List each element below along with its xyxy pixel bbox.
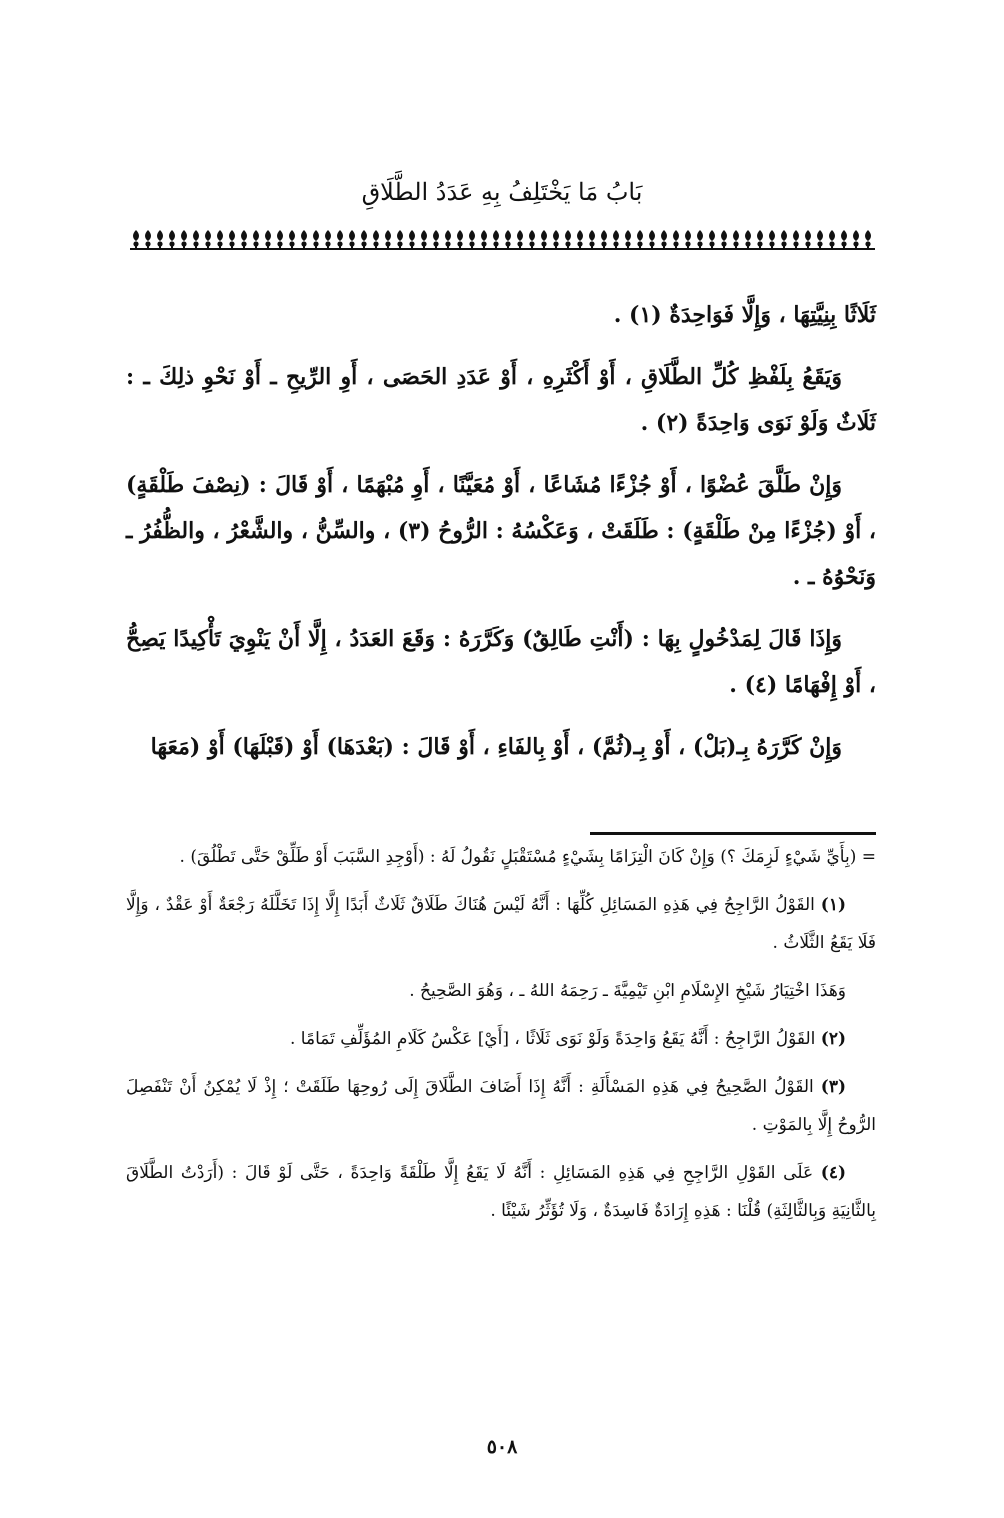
main-body-text <box>126 292 876 786</box>
footnote-separator <box>590 832 876 835</box>
footnote-number: (٢) <box>820 1029 846 1049</box>
footnote-text: القَوْلُ الرَّاجِحُ فِي هَذِهِ المَسَائِلِ كُلِّهَا : أَنَّهُ لَيْسَ هُنَاكَ طَلَاقٌ ثَلَاثٌ أَبَدًا إِلَّا إِذَا تَخَلَّلَهُ رَجْعَةٌ أَوْ عَقْدٌ ، وَإِلَّا فَلَا يَقَعُ الثَّلَاثُ . <box>126 895 876 953</box>
paragraph: وَإِنْ طَلَّقَ عُضْوًا ، أَوْ جُزْءًا مُشَاعًا ، أَوْ مُعَيَّنًا ، أَوِ مُبْهَمًا ، أَوْ قَالَ : (نِصْفَ طَلْقَةٍ) ، أَوْ (جُزْءًا مِنْ طَلْقَةٍ) : طَلَقَتْ ، وَعَكْسُهُ : الرُّوحُ (٣) ، والسِّنُّ ، والشَّعْرُ ، والظُّفُرُ ـ وَنَحْوُهُ ـ . <box>126 472 876 590</box>
footnote-text: وَهَذَا اخْتِيَارُ شَيْخِ الإِسْلَامِ ابْنِ تَيْمِيَّةَ ـ رَحِمَهُ اللهُ ـ ، وَهُوَ الصَّحِيحُ . <box>409 981 846 1001</box>
ornament-pattern <box>130 228 875 250</box>
footnote-item <box>126 1020 876 1058</box>
footnote-continuation: = (بِأَيِّ شَيْءٍ لَزِمَكَ ؟) وَإِنْ كَانَ الْتِزَامًا بِشَيْءٍ مُسْتَقْبَلٍ نَقُولُ لَهُ : (أَوْجِدِ السَّبَبَ أَوْ طَلِّقْ حَتَّى تَطْلُقَ) . <box>179 847 876 867</box>
footnote-number: (٤) <box>820 1163 847 1183</box>
footnote-number: (٣) <box>820 1077 847 1097</box>
page-number: ٥٠٨ <box>486 1436 518 1458</box>
paragraph: وَيَقَعُ بِلَفْظِ كُلِّ الطَّلَاقِ ، أَوْ أَكْثَرِهِ ، أَوْ عَدَدِ الحَصَى ، أَوِ الرِّيحِ ـ أَوْ نَحْوِ ذلِكَ ـ : ثَلَاثٌ وَلَوْ نَوَى وَاحِدَةً (٢) . <box>126 364 876 436</box>
footnote-text: القَوْلُ الصَّحِيحُ فِي هَذِهِ المَسْأَلَةِ : أَنَّهُ إِذَا أَضَافَ الطَّلَاقَ إِلَى رُوحِهَا طَلَقَتْ ؛ إِذْ لَا يُمْكِنُ أَنْ تَنْفَصِلَ الرُّوحُ إِلَّا بِالمَوْتِ . <box>126 1077 876 1135</box>
footnote-item <box>126 1154 876 1230</box>
paragraph: وَإِذَا قَالَ لِمَدْخُولٍ بِهَا : (أَنْتِ طَالِقٌ) وَكَرَّرَهُ : وَقَعَ العَدَدُ ، إِلَّا أَنْ يَنْوِيَ تَأْكِيدًا يَصِحُّ ، أَوْ إِفْهَامًا (٤) . <box>126 626 876 698</box>
footnote-item <box>126 886 876 962</box>
footnotes-section <box>126 838 876 1240</box>
paragraph: وَإِنْ كَرَّرَهُ بِـ(بَلْ) ، أَوْ بِـ(ثُمَّ) ، أَوْ بِالفَاءِ ، أَوْ قَالَ : (بَعْدَهَا) أَوْ (قَبْلَهَا) أَوْ (مَعَهَا <box>150 734 842 760</box>
paragraph: ثَلَاثًا بِنِيَّتِهَا ، وَإِلَّا فَوَاحِدَةٌ (١) . <box>613 302 876 328</box>
footnote-item <box>126 972 876 1010</box>
ornamental-border <box>130 228 875 250</box>
footnote-number: (١) <box>820 895 846 915</box>
footnote-item <box>126 1068 876 1144</box>
footnote-text: عَلَى القَوْلِ الرَّاجِحِ فِي هَذِهِ المَسَائِلِ : أَنَّهُ لَا يَقَعُ إِلَّا طَلْقَةً وَاحِدَةً ، حَتَّى لَوْ قَالَ : (أَرَدْتُ الطَّلَاقَ بِالثَّانِيَةِ وَبِالثَّالِثَةِ) قُلْنَا : هَذِهِ إِرَادَةٌ فَاسِدَةٌ ، وَلَا تُؤَثِّرُ شَيْئًا . <box>126 1163 876 1221</box>
chapter-title: بَابُ مَا يَخْتَلِفُ بِهِ عَدَدُ الطَّلَاقِ <box>361 178 643 206</box>
footnote-text: القَوْلُ الرَّاجِحُ : أَنَّهُ يَقَعُ وَاحِدَةً وَلَوْ نَوَى ثَلَاثًا ، [أَيْ] عَكْسُ كَلَامِ المُؤَلِّفِ تَمَامًا . <box>289 1029 816 1049</box>
